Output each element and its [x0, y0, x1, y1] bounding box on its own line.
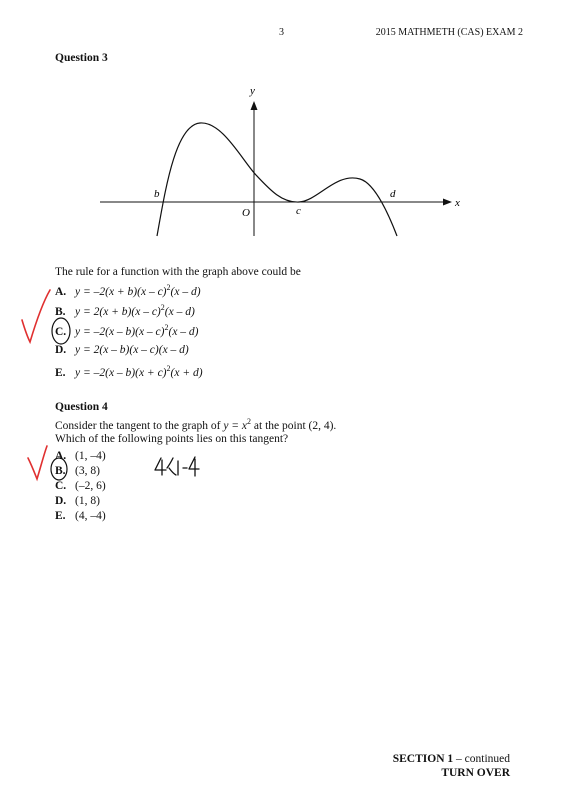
question-3-prompt: The rule for a function with the graph above could be — [55, 266, 301, 278]
option-letter: D. — [55, 495, 67, 507]
q4-option-b[interactable]: B. (3, 8) — [55, 465, 100, 477]
q3-option-c[interactable]: C. y = –2(x – b)(x – c)$^2$(x – d) — [55, 323, 199, 338]
question-4-question: Which of the following points lies on this tangent? — [55, 433, 289, 445]
option-letter: E. — [55, 366, 66, 379]
point-d-label: d — [390, 188, 396, 200]
q4-option-d[interactable]: D. (1, 8) — [55, 495, 100, 507]
q3-check-mark-icon — [22, 290, 50, 342]
option-letter: B. — [55, 305, 66, 318]
option-letter: D. — [55, 344, 67, 356]
option-letter: A. — [55, 450, 67, 462]
x-axis-label: x — [455, 197, 460, 209]
question-4-title: Question 4 — [55, 401, 108, 413]
option-letter: C. — [55, 480, 67, 492]
question-4-prompt: Consider the tangent to the graph of $y = x^2$ at the point (2, 4). — [55, 417, 337, 432]
question-3-title: Question 3 — [55, 52, 108, 64]
footer-section-continued: SECTION 1 – continued — [392, 753, 510, 765]
q3-option-a[interactable]: A. y = –2(x + b)(x – c)$^2$(x – d) — [55, 283, 201, 298]
q4-answer-circle-icon — [51, 458, 67, 480]
point-b-label: b — [154, 188, 160, 200]
q4-check-mark-icon — [28, 446, 47, 479]
q4-option-a[interactable]: A. (1, –4) — [55, 450, 106, 462]
option-letter: B. — [55, 465, 66, 477]
q3-option-e[interactable]: E. $y = -2(x - b)(x + c)^2(x + d)$ — [55, 364, 203, 379]
origin-label: O — [242, 207, 250, 219]
exam-title: 2015 MATHMETH (CAS) EXAM 2 — [375, 27, 523, 38]
q3-option-d[interactable]: D. y = 2(x – b)(x – c)(x – d) — [55, 344, 189, 356]
footer-turn-over: TURN OVER — [441, 767, 510, 779]
option-letter: C. — [55, 325, 67, 338]
page-number: 3 — [279, 27, 284, 38]
point-c-label: c — [296, 205, 301, 217]
q3-option-b[interactable]: B. y = 2(x + b)(x – c)$^2$(x – d) — [55, 303, 195, 318]
option-letter: A. — [55, 285, 67, 298]
y-axis-label: y — [250, 85, 255, 97]
q4-option-e[interactable]: E. (4, –4) — [55, 510, 106, 522]
q3-answer-circle-icon — [52, 318, 70, 344]
q4-option-c[interactable]: C. (–2, 6) — [55, 480, 106, 492]
handwritten-note-4x-minus-4 — [155, 457, 199, 476]
option-letter: E. — [55, 510, 66, 522]
